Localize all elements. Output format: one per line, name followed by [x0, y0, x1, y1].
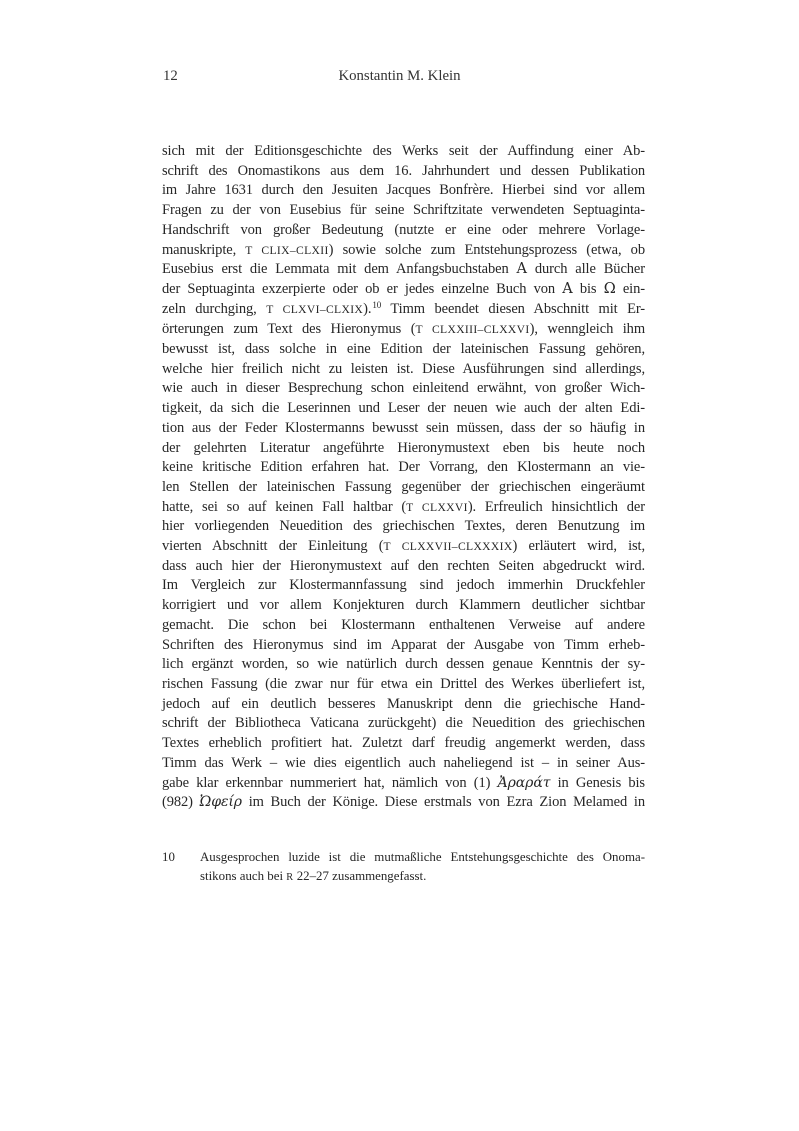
text-segment: hatte, sei so auf keinen Fall haltbar ( [162, 498, 407, 515]
text-segment: tion aus der Feder Klostermanns bewusst sein müssen, dass der so häufig in [162, 419, 645, 436]
text-line [162, 596, 645, 616]
text-segment: sich mit der Editionsgeschichte des Werks seit der Auffindung einer Ab- [162, 143, 645, 159]
text-segment: ) erläutert wird, ist, [512, 538, 645, 555]
text-segment: len Stellen der lateinischen Fassung gegenüber der griechischen eingeräumt [162, 478, 645, 495]
text-line [162, 379, 645, 399]
text-line [162, 419, 645, 439]
text-line [162, 260, 645, 280]
text-segment: T CLXVI–CLXIX [266, 302, 364, 316]
text-segment: stikons auch bei [200, 868, 287, 883]
text-segment: Timm das Werk – wie dies eigentlich auch naheliegend ist – in seiner Aus- [162, 754, 645, 771]
footnote-text [200, 848, 645, 888]
text-segment: örterungen zum Text des Hieronymus ( [162, 321, 416, 338]
text-segment: Handschrift von großer Bedeutung (nutzte er eine oder mehrere Vorlage- [162, 221, 645, 238]
text-segment: T CLXXIII–CLXXVI [415, 323, 530, 337]
text-line [162, 576, 645, 596]
footnote [162, 848, 645, 888]
text-segment: durch alle Bücher [526, 261, 645, 278]
text-line [162, 517, 645, 537]
text-segment: T CLXXVII–CLXXXIX [383, 540, 513, 554]
text-line [162, 280, 645, 300]
text-line [200, 867, 645, 888]
text-line [162, 537, 645, 557]
text-segment: ). [363, 300, 372, 317]
text-line [162, 241, 645, 261]
text-line [162, 320, 645, 340]
text-segment: schrift der Bibliotheca Vaticana zurückgeht) die Neuedition des griechischen [162, 715, 645, 732]
text-segment: Ausgesprochen luzide ist die mutmaßliche Entstehungsgeschichte des Onoma- [200, 850, 645, 864]
text-line [162, 734, 645, 754]
text-segment: Α [562, 280, 573, 297]
text-segment: Ἀραράτ [497, 774, 551, 791]
text-segment: gemacht. Die schon bei Klostermann enthaltenen Verweise auf andere [162, 616, 645, 633]
text-line [162, 774, 645, 794]
text-segment: korrigiert und vor allem Konjekturen durch Klammern deutlicher sichtbar [162, 597, 645, 614]
text-segment: Ω [603, 280, 616, 297]
text-segment: Textes erheblich profitiert hat. Zuletzt darf freudig angemerkt werden, dass [162, 735, 645, 752]
text-segment: 22–27 zusammengefasst. [293, 868, 427, 883]
text-line [162, 399, 645, 419]
text-segment: 10 [372, 299, 382, 310]
text-line [162, 360, 645, 380]
text-segment: manuskripte, [162, 241, 246, 258]
text-segment: hier vorliegenden Neuedition des griechischen Textes, deren Benutzung im [162, 518, 645, 535]
text-line [162, 675, 645, 695]
text-segment: ), wenngleich ihm [529, 321, 646, 338]
text-segment: rischen Fassung (die zwar nur für etwa ein Drittel des Werkes überliefert ist, [162, 675, 645, 692]
text-segment: bis [572, 280, 604, 297]
text-segment: im Jahre 1631 durch den Jesuiten Jacques Bonfrère. Hierbei sind vor allem [162, 182, 645, 199]
text-segment: keine kritische Edition erfahren hat. Der Vorrang, den Klostermann an vie- [162, 459, 645, 476]
text-line [162, 458, 645, 478]
text-line [200, 848, 645, 867]
text-segment: ) sowie solche zum Entstehungsprozess (etwa, ob [328, 241, 645, 258]
text-segment: Α [516, 261, 527, 278]
text-segment: Ὠφείρ [199, 794, 242, 811]
page-header [0, 68, 799, 85]
text-line [162, 300, 645, 321]
text-segment: schrift des Onomastikons aus dem 16. Jahrhundert und dessen Publikation [162, 162, 645, 179]
text-segment: wie auch in dieser Besprechung schon einleitend erwähnt, von großer Wich- [162, 380, 645, 397]
text-line [162, 714, 645, 734]
text-segment: Eusebius erst die Lemmata mit dem Anfangsbuchstaben [162, 261, 517, 278]
text-segment: der gelehrten Literatur angeführte Hieronymustext eben bis heute noch [162, 439, 645, 456]
text-line [162, 636, 645, 656]
text-segment: T CLXXVI [406, 500, 468, 514]
text-line [162, 498, 645, 518]
text-segment: zeln durchging, [162, 300, 267, 317]
text-segment: dass auch hier der Hieronymustext auf den rechten Seiten abgedruckt wird. [162, 557, 645, 574]
running-header: Konstantin M. Klein [338, 68, 461, 84]
text-segment: im Buch der Könige. Diese erstmals von Ezra Zion Melamed in [241, 794, 645, 811]
body-text [162, 142, 645, 813]
text-line [162, 655, 645, 675]
text-segment: jedoch auf ein deutlich besseres Manuskript denn die griechische Hand- [162, 695, 645, 712]
text-segment: lich ergänzt worden, so wie natürlich durch dessen genaue Kenntnis der sy- [162, 656, 645, 673]
text-segment: gabe klar erkennbar nummeriert hat, nämlich von (1) [162, 774, 498, 791]
text-line [162, 616, 645, 636]
text-line [162, 478, 645, 498]
text-line [162, 695, 645, 715]
text-segment: vierten Abschnitt der Einleitung ( [162, 538, 384, 555]
text-segment: der Septuaginta exzerpierte oder ob er jedes einzelne Buch von [162, 280, 563, 297]
footnote-number: 10 [162, 850, 175, 864]
text-line [162, 221, 645, 241]
text-segment: Im Vergleich zur Klostermannfassung sind jedoch immerhin Druckfehler [162, 577, 645, 594]
text-segment: T CLIX–CLXII [245, 243, 329, 257]
text-segment: welche hier freilich nicht zu leisten ist. Diese Ausführungen sind allerdings, [162, 360, 645, 377]
text-segment: ). Erfreulich hinsichtlich der [467, 498, 645, 515]
text-line [162, 142, 645, 162]
text-segment: Fragen zu der von Eusebius für seine Schriftzitate verwendeten Septuaginta- [162, 202, 645, 219]
text-segment: ein- [615, 280, 645, 297]
text-segment: in Genesis bis [550, 774, 645, 791]
text-segment: R [286, 871, 294, 883]
text-line [162, 162, 645, 182]
page-number: 12 [163, 68, 178, 84]
text-line [162, 557, 645, 577]
text-segment: bewusst ist, dass solche in eine Edition der lateinischen Fassung gehören, [162, 341, 645, 358]
text-segment: tigkeit, da sich die Leserinnen und Leser der neuen wie auch der alten Edi- [162, 400, 645, 417]
text-segment: Schriften des Hieronymus sind im Apparat der Ausgabe von Timm erheb- [162, 636, 645, 653]
text-line [162, 793, 645, 813]
text-segment: Timm beendet diesen Abschnitt mit Er- [381, 300, 645, 317]
text-line [162, 201, 645, 221]
text-line [162, 439, 645, 459]
text-line [162, 340, 645, 360]
text-segment: (982) [162, 794, 200, 811]
text-line [162, 754, 645, 774]
text-line [162, 181, 645, 201]
